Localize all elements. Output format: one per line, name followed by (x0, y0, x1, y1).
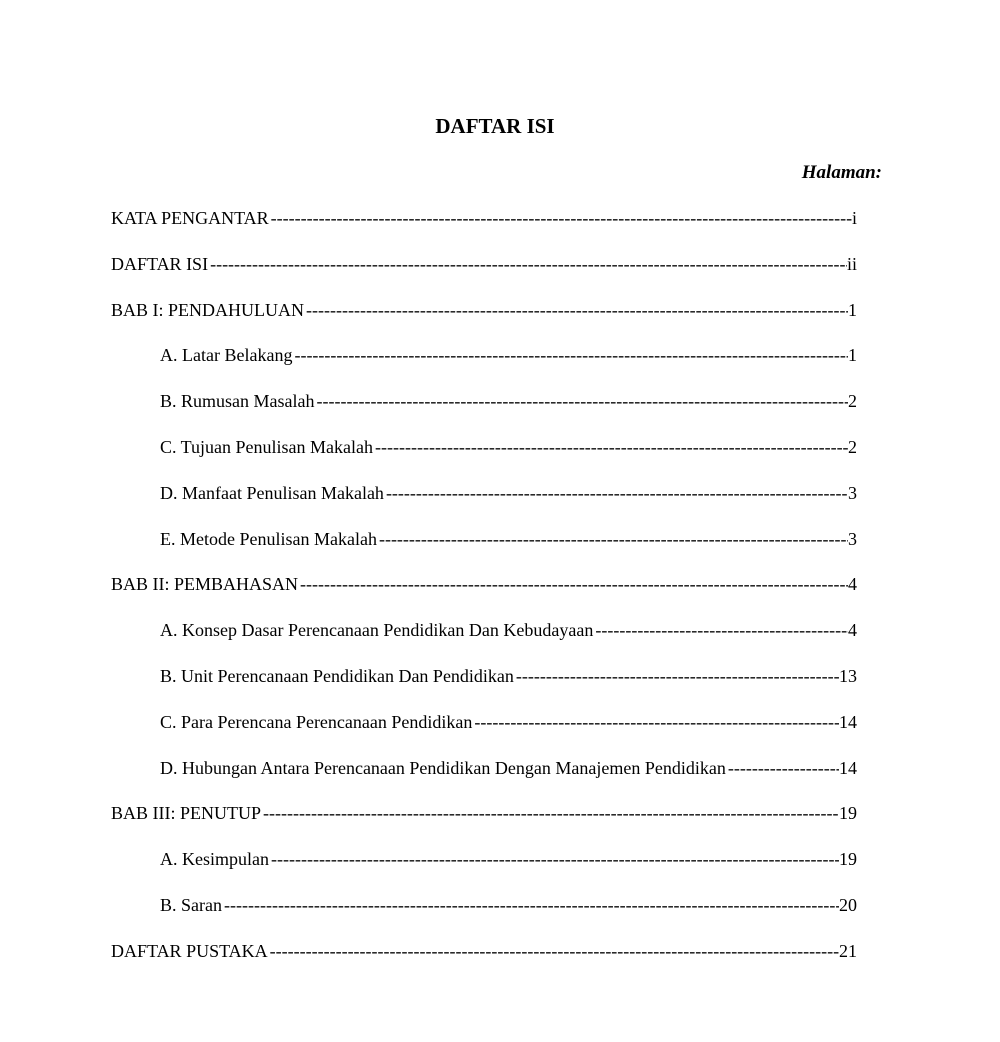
toc-entry-page-number: 14 (839, 758, 857, 778)
toc-dot-leader (386, 481, 848, 505)
toc-entry-page-number: 2 (848, 391, 857, 411)
toc-entry-title: C. Para Perencana Perencanaan Pendidikan (160, 712, 473, 732)
page-column-label: Halaman: (801, 162, 882, 183)
toc-dot-leader (224, 893, 839, 917)
toc-entry-title: B. Unit Perencanaan Pendidikan Dan Pendidikan (160, 666, 514, 686)
toc-entry-title: BAB II: PEMBAHASAN (111, 574, 299, 594)
toc-entry-page-number: 3 (848, 483, 857, 503)
toc-entry-page-number: 2 (848, 437, 857, 457)
toc-dot-leader (379, 527, 848, 551)
toc-entry (160, 618, 857, 642)
toc-entry-title: DAFTAR ISI (111, 254, 209, 274)
toc-entry (111, 939, 857, 963)
toc-entry-title: C. Tujuan Penulisan Makalah (160, 437, 374, 457)
toc-dot-leader (306, 298, 848, 322)
toc-entry (160, 847, 857, 871)
toc-entry-title: KATA PENGANTAR (111, 208, 269, 228)
toc-dot-leader (210, 252, 847, 276)
toc-entry-title: A. Kesimpulan (160, 849, 269, 869)
toc-entry-page-number: i (851, 208, 857, 228)
toc-entry (111, 801, 857, 825)
page-title: DAFTAR ISI (435, 114, 555, 138)
toc-entry-page-number: 21 (839, 941, 857, 961)
toc-dot-leader (474, 710, 839, 734)
toc-dot-leader (294, 343, 848, 367)
toc-entry-page-number: 4 (848, 620, 857, 640)
toc-entry-title: B. Saran (160, 895, 222, 915)
toc-entry (111, 572, 857, 596)
toc-entry-title: E. Metode Penulisan Makalah (160, 529, 377, 549)
toc-entry-title: A. Latar Belakang (160, 345, 293, 365)
toc-entry-title: A. Konsep Dasar Perencanaan Pendidikan Dan Kebudayaan (160, 620, 594, 640)
toc-entry-page-number: 13 (839, 666, 857, 686)
toc-dot-leader (516, 664, 839, 688)
toc-entry-page-number: 20 (839, 895, 857, 915)
toc-entry-title: DAFTAR PUSTAKA (111, 941, 268, 961)
toc-dot-leader (271, 847, 839, 871)
toc-entry (160, 756, 857, 780)
toc-entry-page-number: 19 (839, 803, 857, 823)
toc-entry (111, 298, 857, 322)
toc-entry-page-number: 1 (848, 300, 857, 320)
toc-entry (160, 481, 857, 505)
toc-entry-title: B. Rumusan Masalah (160, 391, 315, 411)
toc-entry-title: D. Hubungan Antara Perencanaan Pendidikan Dengan Manajemen Pendidikan (160, 758, 726, 778)
toc-dot-leader (300, 572, 848, 596)
toc-dot-leader (271, 206, 852, 230)
toc-dot-leader (595, 618, 848, 642)
toc-dot-leader (728, 756, 839, 780)
toc-dot-leader (317, 389, 849, 413)
toc-entry-title: BAB III: PENUTUP (111, 803, 262, 823)
toc-entry (160, 664, 857, 688)
toc-entry-page-number: 14 (839, 712, 857, 732)
toc-dot-leader (270, 939, 839, 963)
toc-entry (160, 527, 857, 551)
toc-entry-title: D. Manfaat Penulisan Makalah (160, 483, 384, 503)
toc-entry (111, 206, 857, 230)
toc-entry (160, 389, 857, 413)
toc-entry-page-number: 4 (848, 574, 857, 594)
toc-entry (160, 893, 857, 917)
toc-entry (111, 252, 857, 276)
toc-entry-page-number: ii (846, 254, 857, 274)
toc-dot-leader (263, 801, 839, 825)
toc-entry (160, 435, 857, 459)
toc-entry (160, 710, 857, 734)
toc-entry-title: BAB I: PENDAHULUAN (111, 300, 304, 320)
toc-entry-page-number: 1 (848, 345, 857, 365)
toc-entry (160, 343, 857, 367)
toc-entry-page-number: 19 (839, 849, 857, 869)
toc-entry-page-number: 3 (848, 529, 857, 549)
toc-dot-leader (375, 435, 848, 459)
